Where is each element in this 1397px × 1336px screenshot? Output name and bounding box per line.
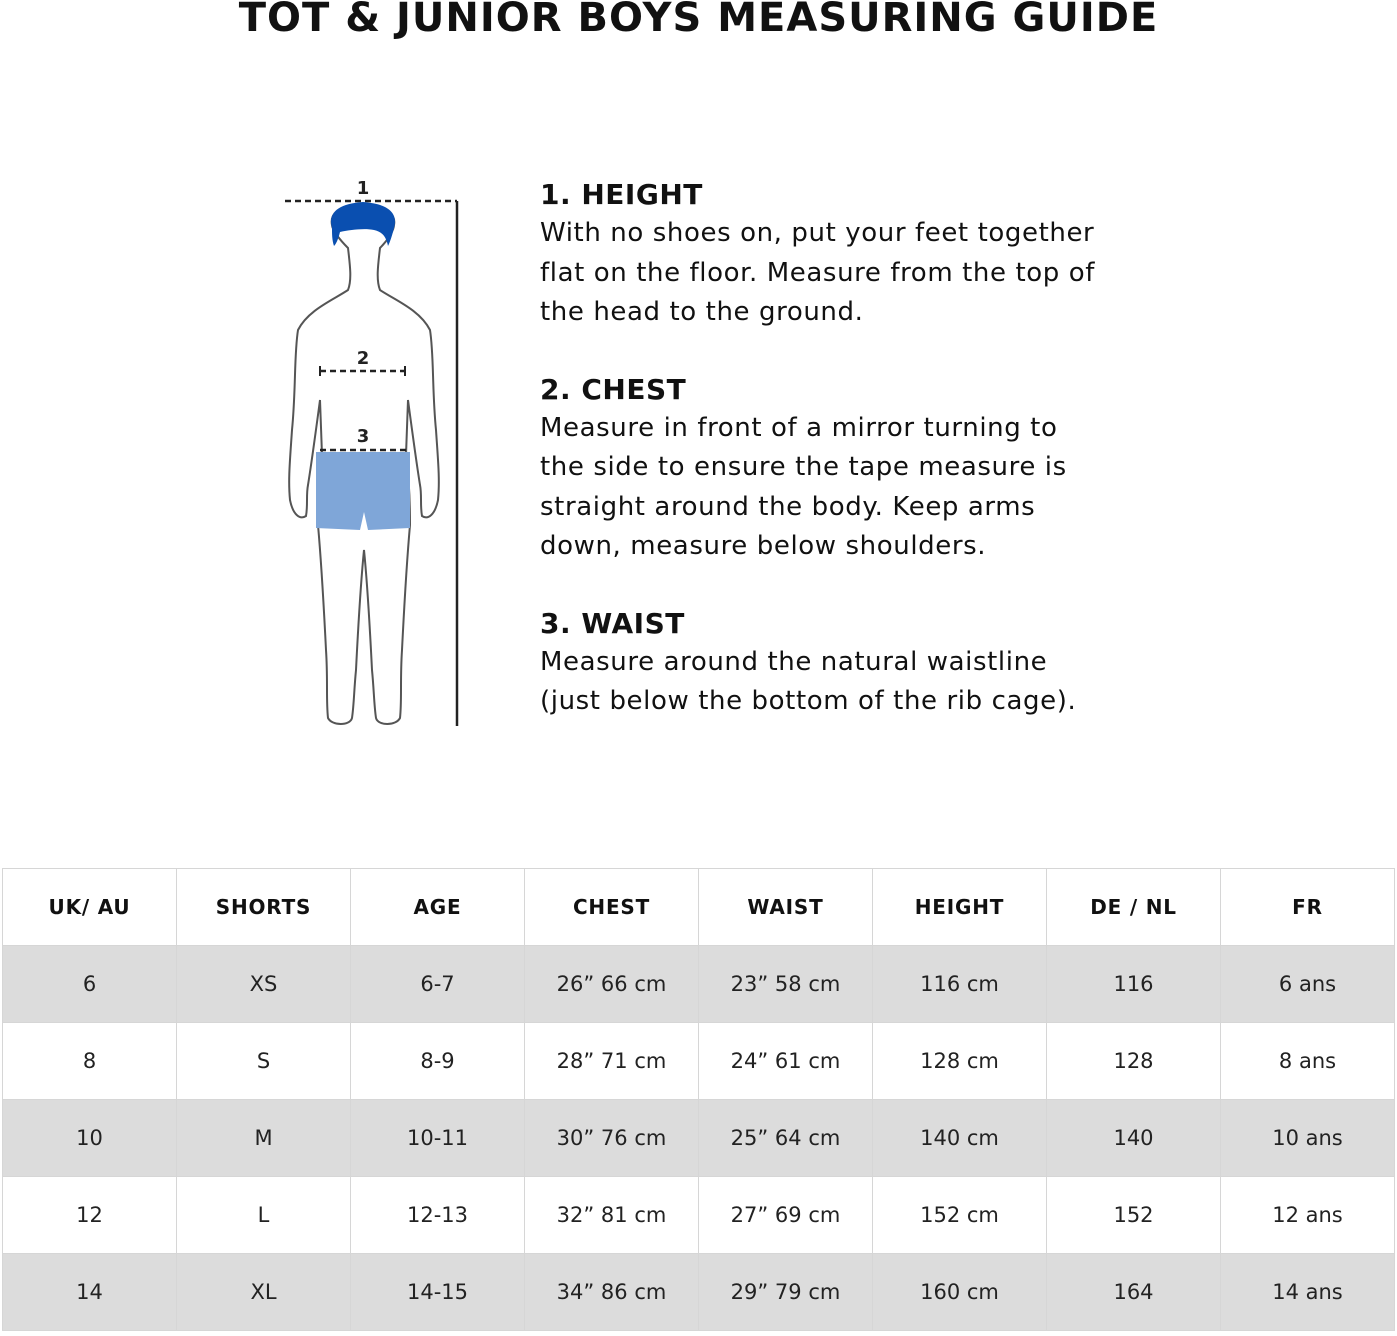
table-cell: 10-11 — [351, 1100, 525, 1177]
table-cell: 116 cm — [873, 946, 1047, 1023]
waist-marker-label: 3 — [356, 426, 370, 447]
table-header-row — [3, 869, 1395, 946]
chest-marker-label: 2 — [356, 348, 370, 369]
header-age: AGE — [351, 869, 525, 946]
table-cell: 140 cm — [873, 1100, 1047, 1177]
table-cell: 164 — [1047, 1254, 1221, 1331]
body-illustration — [270, 170, 470, 735]
table-cell: M — [177, 1100, 351, 1177]
table-cell: 27” 69 cm — [699, 1177, 873, 1254]
step-chest — [540, 371, 1180, 567]
step-waist — [540, 605, 1180, 722]
table-cell: 12 — [3, 1177, 177, 1254]
step-title: 1. HEIGHT — [540, 178, 703, 211]
header-fr: FR — [1221, 869, 1395, 946]
table-cell: XS — [177, 946, 351, 1023]
table-cell: S — [177, 1023, 351, 1100]
step-text: Measure in front of a mirror turning to the side to ensure the tape measure is straight around the body. Keep arms down, measure below shoulders. — [540, 412, 1067, 561]
measuring-instructions — [540, 176, 1180, 760]
table-cell: 8 ans — [1221, 1023, 1395, 1100]
table-cell: 128 cm — [873, 1023, 1047, 1100]
table-cell: 128 — [1047, 1023, 1221, 1100]
table-cell: 10 — [3, 1100, 177, 1177]
table-cell: 160 cm — [873, 1254, 1047, 1331]
page-title: TOT & JUNIOR BOYS MEASURING GUIDE — [238, 0, 1159, 41]
table-cell: 116 — [1047, 946, 1221, 1023]
step-text: Measure around the natural waistline (just below the bottom of the rib cage). — [540, 646, 1077, 716]
table-cell: 12 ans — [1221, 1177, 1395, 1254]
step-title: 3. WAIST — [540, 606, 685, 640]
table-cell: 6 — [3, 946, 177, 1023]
header-de-nl: DE / NL — [1047, 869, 1221, 946]
table-cell: 25” 64 cm — [699, 1100, 873, 1177]
header-waist: WAIST — [699, 869, 873, 946]
table-cell: 152 — [1047, 1177, 1221, 1254]
table-cell: 29” 79 cm — [699, 1254, 873, 1331]
table-cell: 8-9 — [351, 1023, 525, 1100]
table-cell: 34” 86 cm — [525, 1254, 699, 1331]
table-cell: 14-15 — [351, 1254, 525, 1331]
table-cell: 6-7 — [351, 946, 525, 1023]
table-cell: 14 — [3, 1254, 177, 1331]
table-cell: 32” 81 cm — [525, 1177, 699, 1254]
step-title: 2. CHEST — [540, 372, 687, 406]
table-cell: 8 — [3, 1023, 177, 1100]
table-cell: 12-13 — [351, 1177, 525, 1254]
height-marker-label: 1 — [356, 178, 370, 199]
table-cell: 30” 76 cm — [525, 1100, 699, 1177]
step-height — [540, 176, 1180, 333]
table-row — [3, 946, 1395, 1023]
table-row — [3, 1100, 1395, 1177]
step-text: With no shoes on, put your feet together flat on the floor. Measure from the top of the head to the ground. — [540, 218, 1095, 327]
table-cell: 14 ans — [1221, 1254, 1395, 1331]
table-cell: 28” 71 cm — [525, 1023, 699, 1100]
table-cell: 24” 61 cm — [699, 1023, 873, 1100]
header-shorts: SHORTS — [177, 869, 351, 946]
table-cell: 26” 66 cm — [525, 946, 699, 1023]
header-chest: CHEST — [525, 869, 699, 946]
header-height: HEIGHT — [873, 869, 1047, 946]
size-table — [2, 868, 1395, 1331]
table-cell: 10 ans — [1221, 1100, 1395, 1177]
table-cell: 6 ans — [1221, 946, 1395, 1023]
header-uk-au: UK/ AU — [3, 869, 177, 946]
table-cell: L — [177, 1177, 351, 1254]
table-cell: 140 — [1047, 1100, 1221, 1177]
table-cell: 152 cm — [873, 1177, 1047, 1254]
table-cell: XL — [177, 1254, 351, 1331]
table-cell: 23” 58 cm — [699, 946, 873, 1023]
table-row — [3, 1177, 1395, 1254]
table-row — [3, 1254, 1395, 1331]
table-row — [3, 1023, 1395, 1100]
